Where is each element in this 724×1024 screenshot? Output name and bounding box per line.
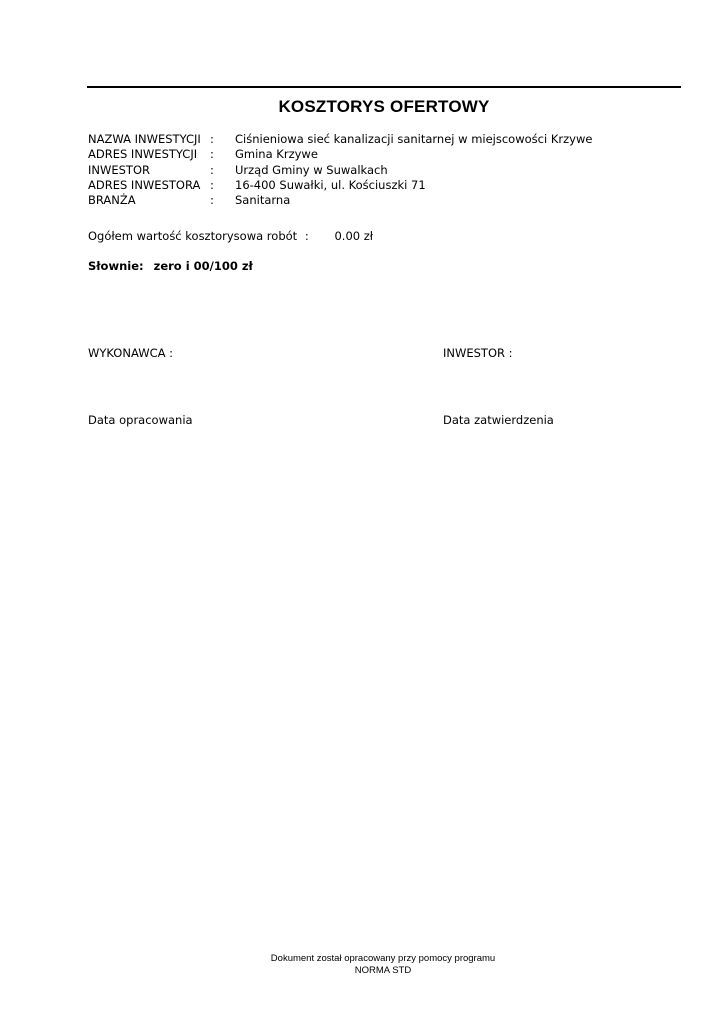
info-label: NAZWA INWESTYCJI (88, 132, 201, 146)
header-rule (87, 86, 681, 88)
page-title: KOSZTORYS OFERTOWY (278, 97, 490, 116)
footer-line-2: NORMA STD (354, 964, 412, 976)
words-value: zero i 00/100 zł (153, 259, 253, 273)
info-value: Ciśnieniowa sieć kanalizacji sanitarnej w miejscowości Krzywe (235, 132, 593, 146)
amount-in-words (88, 259, 253, 274)
contractor-signature-label: WYKONAWCA : (88, 346, 173, 360)
approved-date-label: Data zatwierdzenia (443, 413, 554, 427)
info-label: ADRES INWESTYCJI (88, 147, 198, 162)
investment-info (88, 132, 688, 208)
info-colon: : (210, 177, 214, 192)
info-row-investor-address (88, 178, 688, 193)
info-label: INWESTOR (88, 162, 150, 177)
words-label: Słownie: (88, 259, 144, 273)
info-row-investor (88, 163, 688, 178)
info-row-branch (88, 193, 688, 208)
footer-line-1: Dokument został opracowany przy pomocy programu (270, 953, 496, 964)
info-row-investment-address (88, 147, 688, 162)
info-value: Gmina Krzywe (235, 147, 318, 162)
info-label: ADRES INWESTORA (88, 177, 201, 192)
info-label: BRANŻA (88, 193, 136, 208)
info-colon: : (210, 193, 214, 208)
total-cost (88, 229, 373, 244)
prepared-date-label: Data opracowania (88, 413, 193, 427)
investor-signature-label: INWESTOR : (443, 346, 513, 360)
info-colon: : (210, 132, 214, 146)
info-colon: : (210, 147, 214, 162)
info-value: 16-400 Suwałki, ul. Kościuszki 71 (235, 177, 426, 192)
total-label: Ogółem wartość kosztorysowa robót (88, 229, 298, 243)
info-row-investment-name (88, 132, 688, 147)
info-value: Urząd Gminy w Suwalkach (235, 162, 388, 177)
total-value: 0.00 zł (334, 229, 374, 243)
total-colon: : (304, 229, 309, 243)
info-value: Sanitarna (235, 193, 291, 208)
info-colon: : (210, 162, 214, 177)
footer-note (232, 953, 534, 976)
